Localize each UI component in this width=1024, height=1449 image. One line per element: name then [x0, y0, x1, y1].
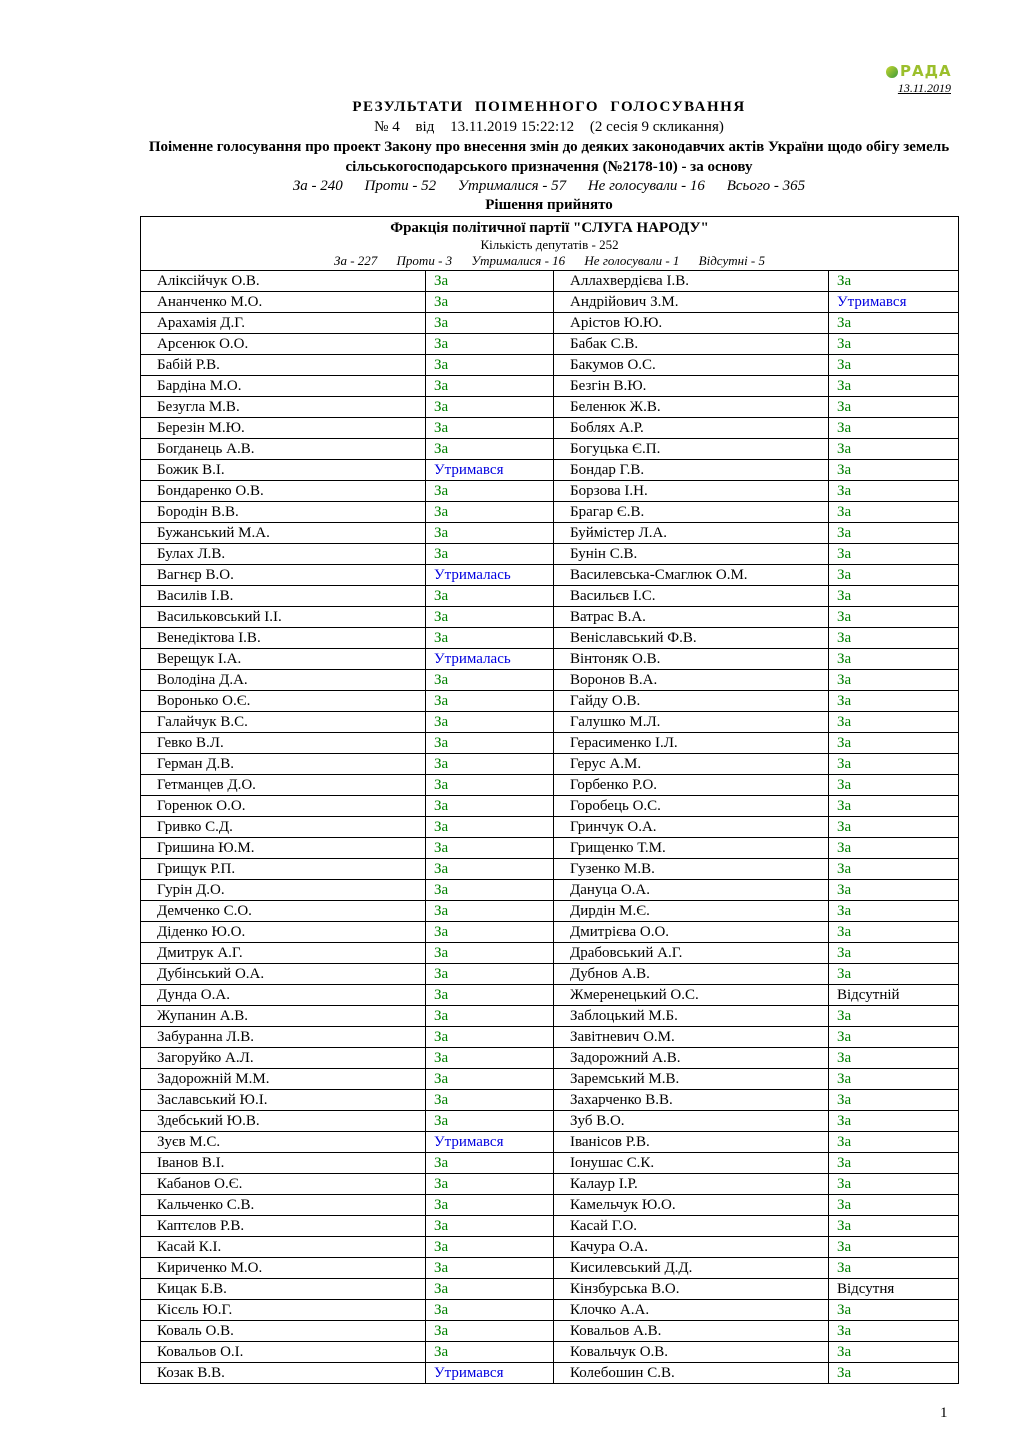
table-row	[141, 1300, 959, 1321]
deputy-name-cell: Василів І.В.	[141, 586, 426, 607]
vote-cell: За	[426, 1027, 554, 1048]
vote-cell: За	[426, 1153, 554, 1174]
table-row	[141, 796, 959, 817]
header-date: 13.11.2019	[897, 81, 951, 95]
logo-emblem-icon	[886, 66, 898, 78]
vote-totals	[140, 177, 958, 196]
faction-summary	[141, 252, 958, 270]
vote-cell: За	[829, 334, 959, 355]
table-row	[141, 607, 959, 628]
table-row	[141, 1006, 959, 1027]
deputy-name-cell: Арсенюк О.О.	[141, 334, 426, 355]
deputy-name-cell: Беленюк Ж.В.	[554, 397, 829, 418]
vote-cell: За	[426, 691, 554, 712]
deputy-name-cell: Гурін Д.О.	[141, 880, 426, 901]
table-row	[141, 481, 959, 502]
vote-cell: За	[426, 1195, 554, 1216]
table-row	[141, 964, 959, 985]
vote-cell: За	[829, 838, 959, 859]
vote-cell: За	[829, 271, 959, 292]
deputy-name-cell: Бондаренко О.В.	[141, 481, 426, 502]
deputy-name-cell: Галайчук В.С.	[141, 712, 426, 733]
table-row	[141, 439, 959, 460]
table-row	[141, 1069, 959, 1090]
deputy-name-cell: Горобець О.С.	[554, 796, 829, 817]
deputy-name-cell: Ананченко М.О.	[141, 292, 426, 313]
deputy-name-cell: Брагар Є.В.	[554, 502, 829, 523]
deputy-name-cell: Безгін В.Ю.	[554, 376, 829, 397]
table-row	[141, 838, 959, 859]
vote-cell: Утрималась	[426, 649, 554, 670]
deputy-name-cell: Галушко М.Л.	[554, 712, 829, 733]
vote-meta	[140, 118, 958, 137]
deputy-name-cell: Бабій Р.В.	[141, 355, 426, 376]
vote-cell: За	[829, 439, 959, 460]
deputy-name-cell: Андрійович З.М.	[554, 292, 829, 313]
vote-session: (2 сесія 9 скликання)	[589, 119, 724, 135]
vote-cell: За	[829, 1321, 959, 1342]
vote-cell: За	[426, 775, 554, 796]
deputy-name-cell: Калаур І.Р.	[554, 1174, 829, 1195]
vote-cell: За	[829, 460, 959, 481]
vote-cell: Утримався	[426, 1363, 554, 1384]
vote-cell: За	[426, 1321, 554, 1342]
deputy-name-cell: Кицак Б.В.	[141, 1279, 426, 1300]
table-row	[141, 586, 959, 607]
deputy-name-cell: Захарченко В.В.	[554, 1090, 829, 1111]
deputy-name-cell: Задорожний А.В.	[554, 1048, 829, 1069]
deputy-name-cell: Діденко Ю.О.	[141, 922, 426, 943]
vote-cell: За	[829, 964, 959, 985]
deputy-name-cell: Задорожній М.М.	[141, 1069, 426, 1090]
vote-cell: За	[426, 1069, 554, 1090]
vote-cell: За	[426, 439, 554, 460]
deputy-name-cell: Гетманцев Д.О.	[141, 775, 426, 796]
vote-cell: За	[829, 1006, 959, 1027]
deputy-name-cell: Заремський М.В.	[554, 1069, 829, 1090]
vote-cell: За	[426, 985, 554, 1006]
table-row	[141, 1363, 959, 1384]
deputy-name-cell: Колебошин С.В.	[554, 1363, 829, 1384]
deputy-name-cell: Жмеренецький О.С.	[554, 985, 829, 1006]
deputy-name-cell: Іонушас С.К.	[554, 1153, 829, 1174]
deputy-name-cell: Дубінський О.А.	[141, 964, 426, 985]
deputy-name-cell: Завітневич О.М.	[554, 1027, 829, 1048]
vote-number: № 4	[374, 119, 400, 135]
deputy-name-cell: Кисилевський Д.Д.	[554, 1258, 829, 1279]
vote-cell: За	[829, 796, 959, 817]
vote-cell: За	[829, 313, 959, 334]
vote-cell: За	[426, 1300, 554, 1321]
deputy-name-cell: Гайду О.В.	[554, 691, 829, 712]
vote-cell: За	[426, 1090, 554, 1111]
vote-cell: За	[426, 481, 554, 502]
vote-cell: За	[426, 607, 554, 628]
deputy-name-cell: Божик В.І.	[141, 460, 426, 481]
vote-cell: За	[426, 1006, 554, 1027]
deputy-name-cell: Іванов В.І.	[141, 1153, 426, 1174]
vote-cell: За	[829, 376, 959, 397]
table-row	[141, 901, 959, 922]
deputy-name-cell: Коваль О.В.	[141, 1321, 426, 1342]
vote-cell: За	[426, 943, 554, 964]
deputy-name-cell: Борзова І.Н.	[554, 481, 829, 502]
deputy-name-cell: Богданець А.В.	[141, 439, 426, 460]
vote-cell: За	[829, 607, 959, 628]
deputy-name-cell: Качура О.А.	[554, 1237, 829, 1258]
table-row	[141, 1216, 959, 1237]
deputy-name-cell: Арахамія Д.Г.	[141, 313, 426, 334]
table-row	[141, 712, 959, 733]
vote-cell: За	[829, 397, 959, 418]
deputy-name-cell: Аліксійчук О.В.	[141, 271, 426, 292]
table-row	[141, 985, 959, 1006]
deputy-name-cell: Гришина Ю.М.	[141, 838, 426, 859]
deputy-name-cell: Аллахвердієва І.В.	[554, 271, 829, 292]
vote-cell: Утримався	[426, 1132, 554, 1153]
vote-cell: За	[829, 565, 959, 586]
vote-cell: За	[426, 271, 554, 292]
faction-name: Фракція політичної партії "СЛУГА НАРОДУ"	[390, 220, 709, 236]
deputy-name-cell: Березін М.Ю.	[141, 418, 426, 439]
vote-cell: За	[426, 670, 554, 691]
vote-cell: За	[829, 649, 959, 670]
deputy-name-cell: Загоруйко А.Л.	[141, 1048, 426, 1069]
vote-cell: За	[426, 922, 554, 943]
vote-cell: За	[829, 544, 959, 565]
deputy-name-cell: Горбенко Р.О.	[554, 775, 829, 796]
vote-cell: За	[426, 418, 554, 439]
deputy-name-cell: Кальченко С.В.	[141, 1195, 426, 1216]
table-row	[141, 1027, 959, 1048]
vote-cell: За	[426, 313, 554, 334]
vote-cell: За	[426, 628, 554, 649]
deputy-name-cell: Зуєв М.С.	[141, 1132, 426, 1153]
vote-cell: Відсутня	[829, 1279, 959, 1300]
deputy-name-cell: Клочко А.А.	[554, 1300, 829, 1321]
table-row	[141, 1132, 959, 1153]
vote-cell: За	[426, 376, 554, 397]
deputy-name-cell: Дирдін М.Є.	[554, 901, 829, 922]
total-vsogo: Всього - 365	[726, 178, 806, 194]
deputy-name-cell: Ковальов О.І.	[141, 1342, 426, 1363]
table-row	[141, 1237, 959, 1258]
vote-cell: За	[829, 1048, 959, 1069]
vote-cell: За	[426, 502, 554, 523]
table-row	[141, 670, 959, 691]
vote-cell: За	[426, 1216, 554, 1237]
deputy-name-cell: Кабанов О.Є.	[141, 1174, 426, 1195]
vote-cell: Відсутній	[829, 985, 959, 1006]
vote-cell: За	[829, 691, 959, 712]
deputy-name-cell: Булах Л.В.	[141, 544, 426, 565]
vote-from-label: від	[415, 119, 435, 135]
vote-cell: За	[426, 292, 554, 313]
vote-cell: Утрималась	[426, 565, 554, 586]
logo-text: РАДА	[900, 62, 952, 80]
vote-cell: За	[829, 1069, 959, 1090]
deputy-name-cell: Васильковський І.І.	[141, 607, 426, 628]
deputy-name-cell: Горенюк О.О.	[141, 796, 426, 817]
table-row	[141, 355, 959, 376]
vote-cell: За	[426, 1342, 554, 1363]
deputy-name-cell: Каптєлов Р.В.	[141, 1216, 426, 1237]
table-row	[141, 649, 959, 670]
deputy-name-cell: Кінзбурська В.О.	[554, 1279, 829, 1300]
table-row	[141, 922, 959, 943]
vote-cell: За	[829, 1363, 959, 1384]
vote-cell: За	[829, 859, 959, 880]
vote-cell: За	[829, 586, 959, 607]
vote-cell: За	[426, 1237, 554, 1258]
table-row	[141, 1258, 959, 1279]
vote-cell: За	[829, 712, 959, 733]
vote-cell: За	[829, 670, 959, 691]
vote-cell: За	[829, 733, 959, 754]
page-number: 1	[940, 1405, 948, 1421]
faction-ne-holosuvaly: Не голосували - 1	[584, 253, 680, 268]
faction-header	[141, 217, 959, 271]
table-row	[141, 1174, 959, 1195]
vote-cell: За	[829, 523, 959, 544]
vote-cell: За	[829, 502, 959, 523]
vote-cell: За	[426, 397, 554, 418]
deputy-name-cell: Воронов В.А.	[554, 670, 829, 691]
vote-cell: За	[829, 628, 959, 649]
vote-cell: За	[426, 1279, 554, 1300]
table-row	[141, 1321, 959, 1342]
table-row	[141, 1195, 959, 1216]
table-row	[141, 1279, 959, 1300]
vote-cell: Утримався	[829, 292, 959, 313]
deputy-name-cell: Дмитрук А.Г.	[141, 943, 426, 964]
vote-cell: За	[829, 880, 959, 901]
deputy-name-cell: Герасименко І.Л.	[554, 733, 829, 754]
vote-cell: За	[426, 334, 554, 355]
table-row	[141, 1090, 959, 1111]
deputy-name-cell: Воронько О.Є.	[141, 691, 426, 712]
deputy-name-cell: Бунін С.В.	[554, 544, 829, 565]
deputy-name-cell: Гринчук О.А.	[554, 817, 829, 838]
deputy-name-cell: Дмитрієва О.О.	[554, 922, 829, 943]
table-row	[141, 544, 959, 565]
deputy-name-cell: Грищенко Т.М.	[554, 838, 829, 859]
table-row	[141, 775, 959, 796]
table-row	[141, 502, 959, 523]
vote-cell: За	[426, 1258, 554, 1279]
table-row	[141, 397, 959, 418]
vote-cell: За	[426, 523, 554, 544]
deputy-name-cell: Веніславський Ф.В.	[554, 628, 829, 649]
vote-cell: За	[426, 964, 554, 985]
vote-cell: За	[426, 796, 554, 817]
table-row	[141, 1342, 959, 1363]
deputy-name-cell: Вінтоняк О.В.	[554, 649, 829, 670]
deputy-name-cell: Жупанин А.В.	[141, 1006, 426, 1027]
table-row	[141, 376, 959, 397]
deputy-name-cell: Герман Д.В.	[141, 754, 426, 775]
vote-cell: За	[829, 901, 959, 922]
deputy-name-cell: Вагнєр В.О.	[141, 565, 426, 586]
vote-cell: За	[426, 355, 554, 376]
vote-cell: За	[426, 712, 554, 733]
vote-subject: Поіменне голосування про проект Закону про внесення змін до деяких законодавчих актів України щодо обігу земель сільськогосподарського призначення (№2178-10) - за основу	[148, 139, 950, 175]
vote-cell: За	[829, 1300, 959, 1321]
deputy-name-cell: Боблях А.Р.	[554, 418, 829, 439]
vote-cell: За	[426, 754, 554, 775]
vote-cell: Утримався	[426, 460, 554, 481]
vote-cell: За	[829, 355, 959, 376]
vote-cell: За	[829, 1342, 959, 1363]
table-row	[141, 943, 959, 964]
deputy-name-cell: Безугла М.В.	[141, 397, 426, 418]
table-row	[141, 565, 959, 586]
votes-table	[140, 216, 959, 1384]
vote-cell: За	[829, 775, 959, 796]
faction-proty: Проти - 3	[396, 253, 453, 268]
vote-cell: За	[426, 880, 554, 901]
deputy-name-cell: Заблоцький М.Б.	[554, 1006, 829, 1027]
total-proty: Проти - 52	[364, 178, 437, 194]
deputy-name-cell: Гузенко М.В.	[554, 859, 829, 880]
deputy-name-cell: Дубнов А.В.	[554, 964, 829, 985]
deputy-name-cell: Ватрас В.А.	[554, 607, 829, 628]
deputy-name-cell: Камельчук Ю.О.	[554, 1195, 829, 1216]
vote-cell: За	[426, 586, 554, 607]
deputy-name-cell: Венедіктова І.В.	[141, 628, 426, 649]
vote-cell: За	[426, 544, 554, 565]
total-za: За - 240	[292, 178, 343, 194]
vote-cell: За	[426, 733, 554, 754]
vote-cell: За	[829, 754, 959, 775]
deputy-name-cell: Забуранна Л.В.	[141, 1027, 426, 1048]
vote-datetime: 13.11.2019 15:22:12	[450, 119, 575, 135]
decision: Рішення прийнято	[485, 197, 613, 213]
deputy-name-cell: Козак В.В.	[141, 1363, 426, 1384]
table-row	[141, 1048, 959, 1069]
vote-cell: За	[426, 817, 554, 838]
vote-cell: За	[829, 418, 959, 439]
vote-cell: За	[426, 859, 554, 880]
rada-logo	[884, 62, 954, 82]
vote-cell: За	[829, 1237, 959, 1258]
total-utrymalysia: Утрималися - 57	[457, 178, 567, 194]
vote-cell: За	[426, 901, 554, 922]
deputy-name-cell: Дануца О.А.	[554, 880, 829, 901]
vote-cell: За	[829, 1090, 959, 1111]
deputy-name-cell: Гевко В.Л.	[141, 733, 426, 754]
deputy-name-cell: Володіна Д.А.	[141, 670, 426, 691]
deputy-name-cell: Бабак С.В.	[554, 334, 829, 355]
total-ne-holosuvaly: Не голосували - 16	[587, 178, 705, 194]
deputy-name-cell: Бондар Г.В.	[554, 460, 829, 481]
deputy-name-cell: Верещук І.А.	[141, 649, 426, 670]
deputy-name-cell: Ковальчук О.В.	[554, 1342, 829, 1363]
table-row	[141, 859, 959, 880]
table-row	[141, 754, 959, 775]
vote-cell: За	[829, 1111, 959, 1132]
title-block	[140, 98, 958, 214]
faction-za: За - 227	[334, 253, 378, 268]
table-row	[141, 313, 959, 334]
vote-cell: За	[829, 481, 959, 502]
deputy-name-cell: Гривко С.Д.	[141, 817, 426, 838]
vote-cell: За	[829, 1174, 959, 1195]
deputy-name-cell: Заславський Ю.І.	[141, 1090, 426, 1111]
deputy-name-cell: Демченко С.О.	[141, 901, 426, 922]
vote-cell: За	[426, 1111, 554, 1132]
table-row	[141, 691, 959, 712]
faction-vidsutni: Відсутні - 5	[698, 253, 766, 268]
deputy-name-cell: Іванісов Р.В.	[554, 1132, 829, 1153]
deputy-name-cell: Васильєв І.С.	[554, 586, 829, 607]
faction-utrymalysia: Утрималися - 16	[471, 253, 566, 268]
table-row	[141, 418, 959, 439]
deputy-name-cell: Драбовський А.Г.	[554, 943, 829, 964]
deputy-name-cell: Бужанський М.А.	[141, 523, 426, 544]
vote-cell: За	[829, 817, 959, 838]
deputy-name-cell: Бакумов О.С.	[554, 355, 829, 376]
deputy-name-cell: Дунда О.А.	[141, 985, 426, 1006]
table-row	[141, 628, 959, 649]
deputy-name-cell: Кісєль Ю.Г.	[141, 1300, 426, 1321]
deputy-name-cell: Здебський Ю.В.	[141, 1111, 426, 1132]
deputy-name-cell: Грищук Р.П.	[141, 859, 426, 880]
document-heading: РЕЗУЛЬТАТИ ПОІМЕННОГО ГОЛОСУВАННЯ	[352, 99, 746, 115]
deputy-name-cell: Буймістер Л.А.	[554, 523, 829, 544]
deputy-name-cell: Касай Г.О.	[554, 1216, 829, 1237]
table-row	[141, 460, 959, 481]
faction-count: Кількість депутатів - 252	[480, 237, 619, 252]
deputy-name-cell: Василевська-Смаглюк О.М.	[554, 565, 829, 586]
deputy-name-cell: Касай К.І.	[141, 1237, 426, 1258]
deputy-name-cell: Зуб В.О.	[554, 1111, 829, 1132]
table-row	[141, 292, 959, 313]
vote-cell: За	[829, 1195, 959, 1216]
deputy-name-cell: Кириченко М.О.	[141, 1258, 426, 1279]
deputy-name-cell: Богуцька Є.П.	[554, 439, 829, 460]
deputy-name-cell: Герус А.М.	[554, 754, 829, 775]
deputy-name-cell: Арістов Ю.Ю.	[554, 313, 829, 334]
deputy-name-cell: Бородін В.В.	[141, 502, 426, 523]
table-row	[141, 334, 959, 355]
deputy-name-cell: Ковальов А.В.	[554, 1321, 829, 1342]
vote-cell: За	[829, 1153, 959, 1174]
table-row	[141, 880, 959, 901]
table-row	[141, 271, 959, 292]
table-row	[141, 733, 959, 754]
table-row	[141, 1153, 959, 1174]
vote-cell: За	[829, 1258, 959, 1279]
table-row	[141, 817, 959, 838]
table-row	[141, 1111, 959, 1132]
vote-cell: За	[829, 943, 959, 964]
vote-cell: За	[426, 1048, 554, 1069]
deputy-name-cell: Бардіна М.О.	[141, 376, 426, 397]
vote-cell: За	[829, 1216, 959, 1237]
vote-cell: За	[829, 1132, 959, 1153]
faction-header-row	[141, 217, 959, 271]
vote-cell: За	[829, 922, 959, 943]
vote-cell: За	[426, 838, 554, 859]
table-row	[141, 523, 959, 544]
vote-cell: За	[829, 1027, 959, 1048]
vote-cell: За	[426, 1174, 554, 1195]
